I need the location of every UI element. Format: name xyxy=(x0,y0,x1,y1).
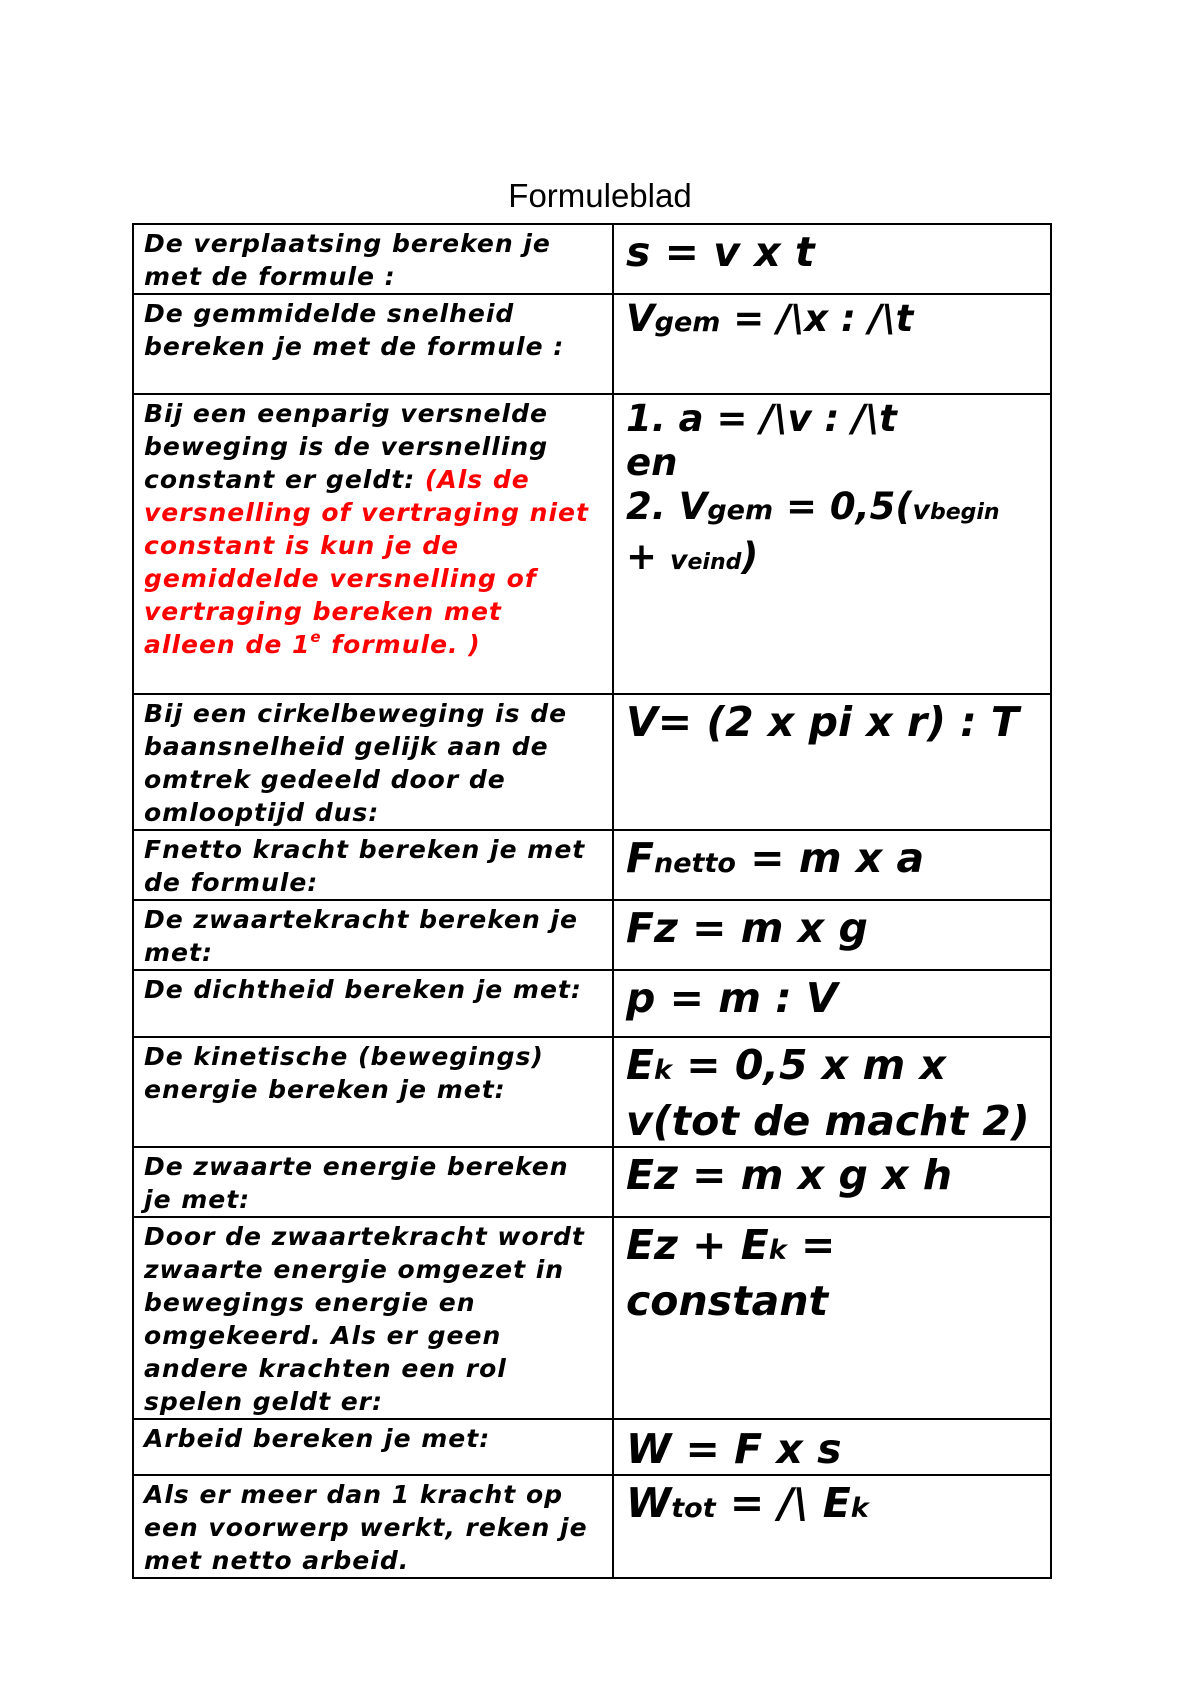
formula-subscript: k xyxy=(768,1235,787,1266)
formula-text: Ez + E xyxy=(626,1221,769,1269)
formula-cell xyxy=(613,394,1051,694)
formula-cell: s = v x t xyxy=(613,224,1051,294)
description-cell xyxy=(133,394,613,694)
table-row xyxy=(133,830,1051,900)
formula-line-3 xyxy=(626,485,1038,585)
formula-cell: V= (2 x pi x r) : T xyxy=(613,694,1051,830)
formula-text: v xyxy=(912,495,930,526)
description-cell: De gemmidelde snelheid bereken je met de formule : xyxy=(133,294,613,394)
formula-text: + xyxy=(626,535,670,578)
formula-subscript: tot xyxy=(671,1493,716,1524)
table-row xyxy=(133,294,1051,394)
formula-text: = 0,5( xyxy=(773,485,913,528)
description-cell: De zwaarte energie bereken je met: xyxy=(133,1147,613,1217)
formula-subscript: begin xyxy=(929,500,1000,525)
description-cell: Arbeid bereken je met: xyxy=(133,1419,613,1475)
formula-subscript: k xyxy=(654,1055,672,1086)
formula-text: E xyxy=(626,1041,655,1089)
formula-table xyxy=(132,223,1052,1579)
formula-subscript: netto xyxy=(654,848,736,879)
formula-subscript: eind xyxy=(687,550,742,575)
formula-text: = /\x : /\t xyxy=(720,297,914,340)
formula-text: ) xyxy=(741,535,759,578)
note-superscript: e xyxy=(310,627,322,646)
formula-text: W xyxy=(626,1479,672,1527)
formula-cell xyxy=(613,294,1051,394)
formula-text: = /\ E xyxy=(715,1479,851,1527)
formula-subscript: k xyxy=(850,1493,869,1524)
formula-cell: W = F x s xyxy=(613,1419,1051,1475)
description-cell: Als er meer dan 1 kracht op een voorwerp werkt, reken je met netto arbeid. xyxy=(133,1475,613,1578)
formula-text: = constant xyxy=(626,1221,836,1325)
formula-text: v xyxy=(669,545,688,576)
formula-cell: p = m : V xyxy=(613,970,1051,1037)
page-title: Formuleblad xyxy=(508,177,692,214)
description-cell: De verplaatsing bereken je met de formule : xyxy=(133,224,613,294)
formula-text: = 0,5 x m x v(tot de macht 2) xyxy=(626,1041,1030,1145)
table-row xyxy=(133,1217,1051,1419)
formula-text: 2. V xyxy=(626,485,708,528)
description-text: Bij een eenparig versnelde beweging is de versnelling constant er geldt: xyxy=(144,399,549,494)
table-row xyxy=(133,1147,1051,1217)
formula-text: = m x a xyxy=(735,834,925,882)
description-cell: Fnetto kracht bereken je met de formule: xyxy=(133,830,613,900)
formula-cell: Fz = m x g xyxy=(613,900,1051,970)
description-cell: Bij een cirkelbeweging is de baansnelheid gelijk aan de omtrek gedeeld door de omlooptijd dus: xyxy=(133,694,613,830)
formula-line-2: en xyxy=(626,441,678,484)
table-row xyxy=(133,224,1051,294)
table-row xyxy=(133,900,1051,970)
note-text: (Als de versnelling of vertraging niet constant is kun je de gemiddelde versnelling of vertraging bereken met alleen de 1 xyxy=(144,465,589,659)
description-note xyxy=(144,465,589,659)
table-row xyxy=(133,1419,1051,1475)
formula-subscript: gem xyxy=(707,495,774,526)
formula-cell: Ez = m x g x h xyxy=(613,1147,1051,1217)
description-cell: De dichtheid bereken je met: xyxy=(133,970,613,1037)
formula-subscript: gem xyxy=(654,307,721,338)
table-row xyxy=(133,694,1051,830)
description-cell: De zwaartekracht bereken je met: xyxy=(133,900,613,970)
formula-text: V xyxy=(626,297,655,340)
formula-cell xyxy=(613,1037,1051,1147)
formula-line-1: 1. a = /\v : /\t xyxy=(626,397,897,440)
table-row xyxy=(133,1475,1051,1578)
formula-cell xyxy=(613,830,1051,900)
table-row xyxy=(133,394,1051,694)
formula-cell xyxy=(613,1475,1051,1578)
description-cell: De kinetische (bewegings) energie bereken je met: xyxy=(133,1037,613,1147)
formula-cell xyxy=(613,1217,1051,1419)
table-row xyxy=(133,1037,1051,1147)
table-row xyxy=(133,970,1051,1037)
note-text-end: formule. ) xyxy=(321,630,481,659)
description-cell: Door de zwaartekracht wordt zwaarte energie omgezet in bewegings energie en omgekeerd. Als er geen andere krachten een rol spelen geldt er: xyxy=(133,1217,613,1419)
formula-text: F xyxy=(626,834,655,882)
